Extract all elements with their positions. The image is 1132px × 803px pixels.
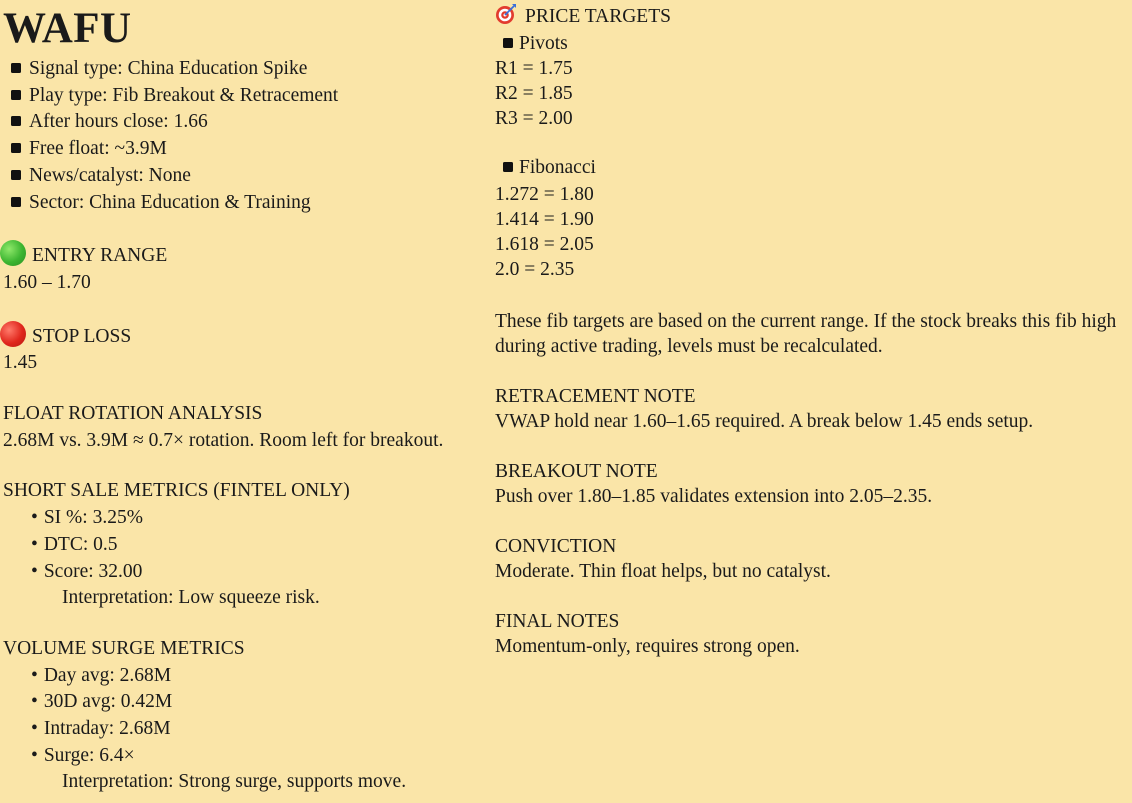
short-sale-item: • Score: 32.00: [31, 560, 143, 582]
overview-item: Play type: Fib Breakout & Retracement: [3, 83, 491, 110]
conviction-text: Moderate. Thin float helps, but no catalyst.: [495, 560, 831, 582]
ticker-title: WAFU: [3, 5, 132, 52]
overview-item: News/catalyst: None: [3, 163, 491, 190]
volume-item: • 30D avg: 0.42M: [31, 691, 173, 713]
volume-item: • Intraday: 2.68M: [31, 718, 171, 740]
volume-interpretation: Interpretation: Strong surge, supports move.: [62, 771, 407, 793]
stop-loss-heading: STOP LOSS: [0, 321, 491, 351]
pivots-label: Pivots: [495, 31, 1125, 56]
square-bullet-icon: [11, 90, 21, 100]
short-sale-heading: SHORT SALE METRICS (FINTEL ONLY): [3, 480, 350, 502]
final-notes-text: Momentum-only, requires strong open.: [495, 635, 800, 657]
retracement-heading: RETRACEMENT NOTE: [495, 385, 696, 407]
green-circle-icon: [0, 240, 26, 266]
entry-range-value: 1.60 – 1.70: [3, 271, 91, 293]
overview-item: Sector: China Education & Training: [3, 190, 491, 217]
volume-item: • Day avg: 2.68M: [31, 664, 172, 686]
retracement-text: VWAP hold near 1.60–1.65 required. A break below 1.45 ends setup.: [495, 410, 1034, 432]
breakout-text: Push over 1.80–1.85 validates extension into 2.05–2.35.: [495, 485, 933, 507]
square-bullet-icon: [503, 162, 513, 172]
fib-item: 2.0 = 2.35: [495, 258, 575, 280]
fib-item: 1.414 = 1.90: [495, 208, 594, 230]
overview-item: Signal type: China Education Spike: [3, 56, 491, 83]
right-column: [495, 0, 1125, 659]
float-rotation-heading: FLOAT ROTATION ANALYSIS: [3, 403, 263, 425]
price-targets-heading: PRICE TARGETS: [495, 3, 1125, 31]
float-rotation-text: 2.68M vs. 3.9M ≈ 0.7× rotation. Room left for breakout.: [3, 429, 444, 451]
square-bullet-icon: [11, 143, 21, 153]
pivot-item: R2 = 1.85: [495, 82, 573, 104]
short-sale-interpretation: Interpretation: Low squeeze risk.: [62, 587, 320, 609]
red-circle-icon: [0, 321, 26, 347]
overview-item: After hours close: 1.66: [3, 109, 491, 136]
breakout-heading: BREAKOUT NOTE: [495, 460, 658, 482]
square-bullet-icon: [11, 116, 21, 126]
volume-item: • Surge: 6.4×: [31, 744, 135, 766]
fib-note: These fib targets are based on the current range. If the stock breaks this fib high during active trading, levels must be recalculated.: [495, 310, 1117, 357]
left-column: [3, 0, 491, 796]
dart-target-icon: [495, 3, 517, 25]
pivot-item: R3 = 2.00: [495, 107, 573, 129]
square-bullet-icon: [11, 170, 21, 180]
fib-item: 1.618 = 2.05: [495, 233, 594, 255]
entry-range-heading: ENTRY RANGE: [0, 240, 491, 270]
square-bullet-icon: [503, 38, 513, 48]
square-bullet-icon: [11, 63, 21, 73]
stop-loss-value: 1.45: [3, 352, 38, 374]
short-sale-item: • DTC: 0.5: [31, 533, 118, 555]
overview-item: Free float: ~3.9M: [3, 136, 491, 163]
square-bullet-icon: [11, 197, 21, 207]
fibonacci-label: Fibonacci: [495, 154, 1125, 182]
final-notes-heading: FINAL NOTES: [495, 610, 620, 632]
short-sale-item: • SI %: 3.25%: [31, 507, 143, 529]
conviction-heading: CONVICTION: [495, 535, 617, 557]
volume-heading: VOLUME SURGE METRICS: [3, 637, 245, 659]
pivot-item: R1 = 1.75: [495, 57, 573, 79]
fib-item: 1.272 = 1.80: [495, 183, 594, 205]
